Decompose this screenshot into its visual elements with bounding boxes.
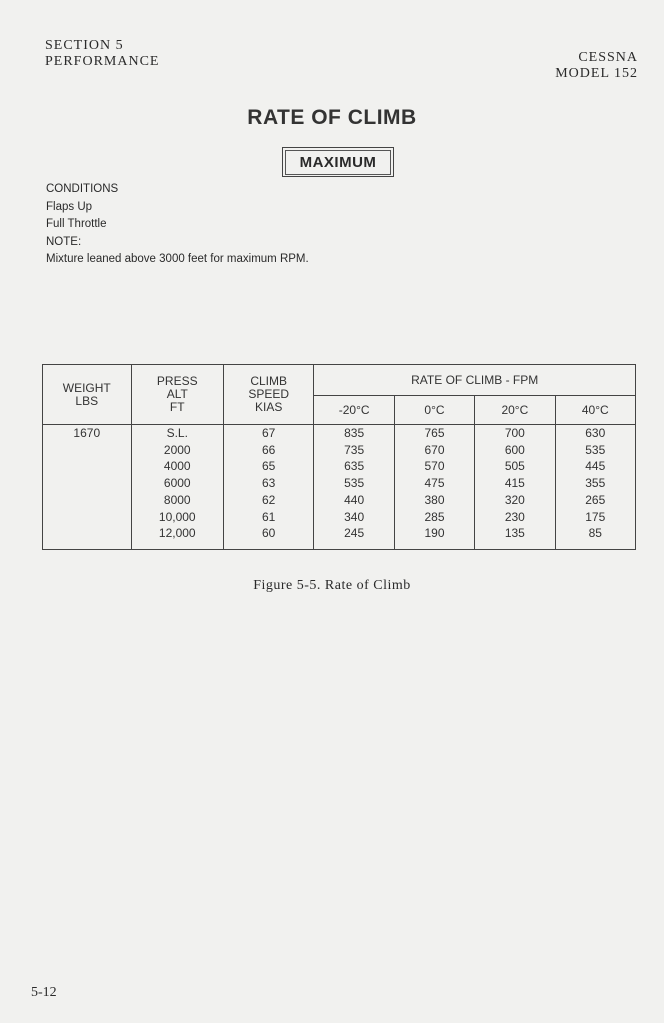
rate-column-m20 [314,425,394,550]
section-header [45,38,159,70]
table-cell: 535 [585,442,606,457]
table-cell: 380 [424,492,445,507]
table-cell: 12,000 [158,526,196,541]
table-cell: 67 [262,426,276,440]
table-cell: 245 [344,526,365,541]
page-number: 5-12 [31,985,57,1000]
model-header [555,50,638,82]
subtitle-box [282,147,394,177]
header-speed-unit: KIAS [255,400,283,414]
table-cell: 2000 [163,442,191,457]
header-weight [43,365,132,425]
manufacturer: CESSNA [578,50,638,65]
table-cell: 265 [585,492,606,507]
header-alt-line2: ALT [166,387,188,401]
table-cell: 61 [262,509,276,524]
temp-header: 0°C [394,396,474,425]
temp-header: 20°C [475,396,555,425]
conditions-heading: CONDITIONS [46,183,119,195]
condition-throttle: Full Throttle [46,218,107,230]
table-cell: 600 [504,442,525,457]
table-cell: 85 [588,526,602,541]
header-altitude [131,365,223,425]
table-cell: 440 [344,492,365,507]
weight-value: 1670 [73,426,101,440]
table-cell: 570 [424,459,445,474]
temp-header: -20°C [314,396,394,425]
table-cell: 4000 [163,459,191,474]
table-cell: S.L. [166,426,188,440]
table-cell: 62 [262,492,276,507]
header-speed-line2: SPEED [248,387,290,401]
table-cell: 415 [504,476,525,491]
table-cell: 10,000 [158,509,196,524]
table-cell: 230 [504,509,525,524]
model-name: MODEL 152 [555,66,638,81]
table-cell: 320 [504,492,525,507]
header-alt-unit: FT [169,400,185,414]
page-title: RATE OF CLIMB [247,106,417,129]
table-cell: 190 [424,526,445,541]
table-cell: 135 [504,526,525,541]
table-cell: 835 [344,426,365,440]
rate-of-climb-table [42,364,636,550]
rate-column-0 [394,425,474,550]
table-cell: 700 [504,426,525,440]
header-weight-unit: LBS [75,393,99,408]
note-text: Mixture leaned above 3000 feet for maximum RPM. [46,253,309,265]
temp-header: 40°C [555,396,635,425]
table-cell: 535 [344,476,365,491]
weight-cell [43,425,132,550]
table-cell: 765 [424,426,445,440]
section-name: PERFORMANCE [45,54,160,69]
speed-column [223,425,313,550]
altitude-column [131,425,223,550]
table-cell: 445 [585,459,606,474]
table-cell: 505 [504,459,525,474]
table-cell: 635 [344,459,365,474]
table-cell: 63 [262,476,276,491]
table-cell: 65 [262,459,276,474]
section-label: SECTION 5 [45,38,124,53]
header-weight-line: WEIGHT [62,380,111,395]
table-cell: 475 [424,476,445,491]
table-cell: 175 [585,509,606,524]
table-cell: 735 [344,442,365,457]
subtitle: MAXIMUM [285,150,391,175]
header-speed-line1: CLIMB [250,374,288,388]
table-cell: 285 [424,509,445,524]
condition-flaps: Flaps Up [46,200,93,213]
rate-column-20 [475,425,555,550]
header-alt-line1: PRESS [156,374,198,388]
table-cell: 670 [424,442,445,457]
table-cell: 60 [262,526,276,541]
rate-column-40 [555,425,635,550]
figure-caption: Figure 5-5. Rate of Climb [253,578,411,593]
table-cell: 630 [585,426,606,440]
table-cell: 6000 [163,476,191,491]
header-speed [223,365,313,425]
table-cell: 66 [262,442,276,457]
table-cell: 8000 [163,492,191,507]
note-heading: NOTE: [46,235,82,248]
header-rate: RATE OF CLIMB - FPM [314,365,636,396]
table-cell: 340 [344,509,365,524]
table-cell: 355 [585,476,606,491]
conditions-block [46,181,309,269]
